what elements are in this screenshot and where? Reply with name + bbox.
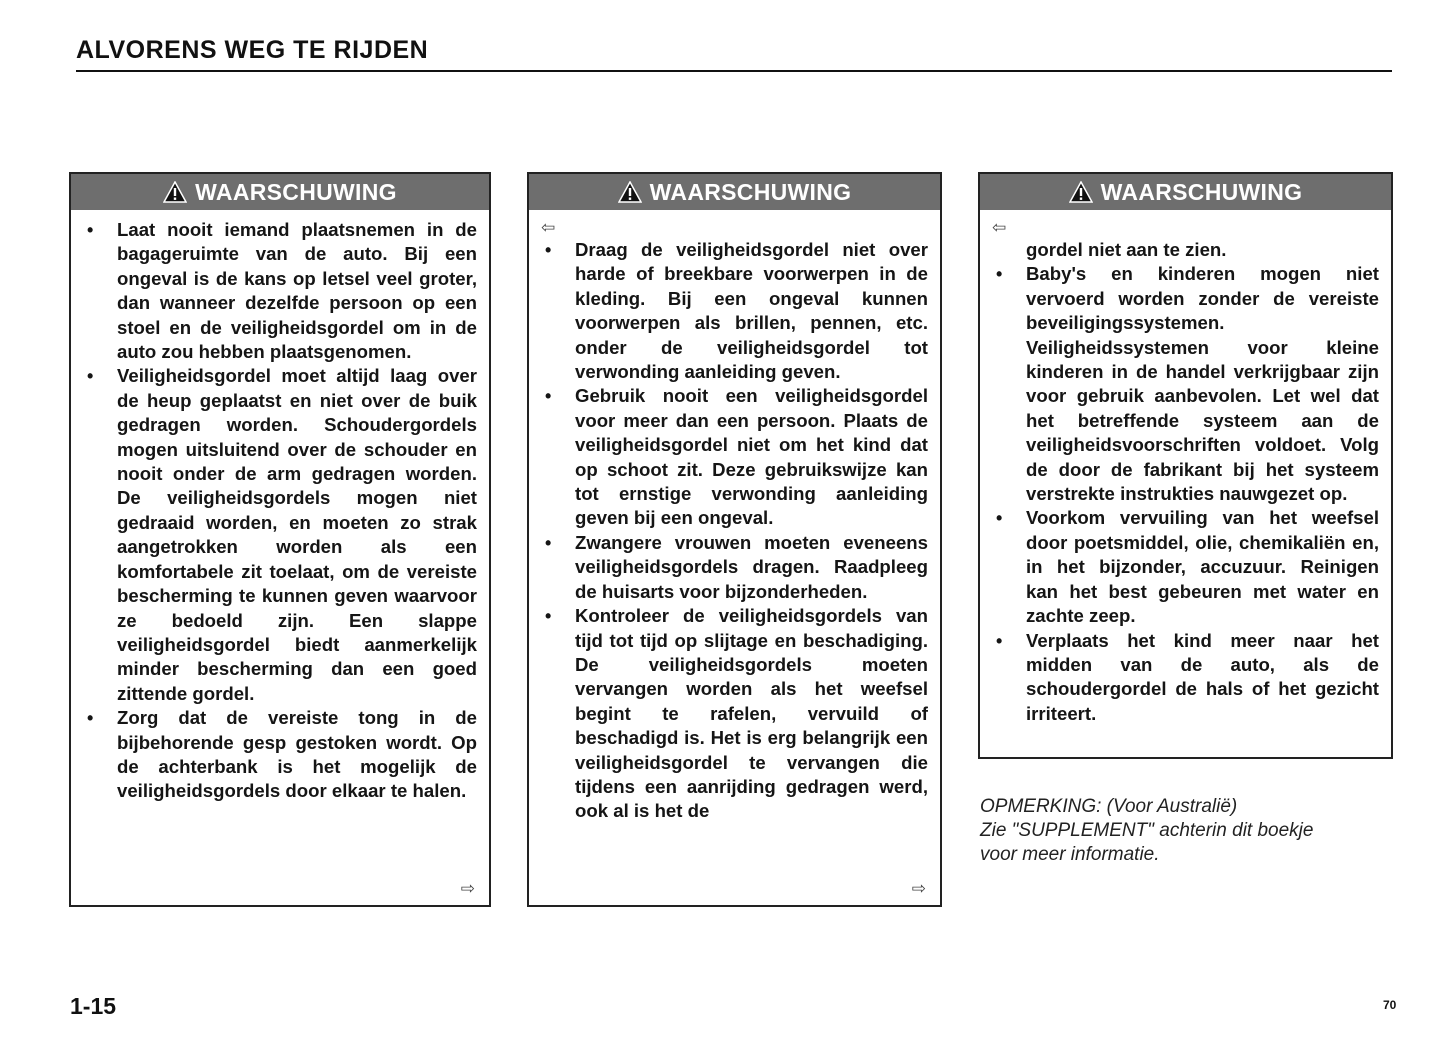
bullet-icon: • xyxy=(996,630,1003,651)
bullet-icon: • xyxy=(545,532,552,553)
bullet-icon: • xyxy=(996,508,1003,529)
list-item: • Verplaats het kind meer naar het midden van de auto, als de schoudergordel de hals of het gezicht irriteert. xyxy=(996,629,1379,724)
list-item: • Baby's en kinderen mogen niet vervoerd worden zonder de vereiste beveiligingssystemen. Veiligheidssystemen voor kleine kinderen in de handel verkrijgbaar zijn voor gebruik aanbevolen. Let wel dat het betreffende systeem aan de veiligheidsvoorschriften voldoet. Volg de door de fabrikant bij het systeem verstrekte instrukties nauwgezet op. xyxy=(996,263,1379,505)
page-number: 1-15 xyxy=(70,993,117,1019)
arrow-right-icon: ⇨ xyxy=(460,879,475,898)
list-item: • Laat nooit iemand plaatsnemen in de bagageruimte van de auto. Bij een ongeval is de kans op letsel veel groter, dan wanneer dezelfde persoon op een stoel en de veiligheidsgordel om in de auto zou hebben plaatsgenomen. xyxy=(87,219,477,363)
bullet-icon: • xyxy=(545,606,552,627)
bullet-icon: • xyxy=(87,220,94,240)
warning-box-1 xyxy=(69,172,491,907)
arrow-left-icon: ⇦ xyxy=(541,218,556,237)
warning-body xyxy=(529,210,940,824)
bullet-icon: • xyxy=(87,708,94,729)
list-item: • Voorkom vervuiling van het weefsel door poetsmiddel, olie, chemikaliën en, in het bijzonder, accuzuur. Reinigen kan het best gebeuren met water en zachte zeep. xyxy=(996,507,1379,627)
warning-triangle-icon xyxy=(163,181,187,203)
warning-header xyxy=(529,174,940,210)
warning-box-3 xyxy=(978,172,1393,759)
page-title: ALVORENS WEG TE RIJDEN xyxy=(76,36,429,64)
arrow-right-icon: ⇨ xyxy=(911,879,926,898)
warning-title: WAARSCHUWING xyxy=(649,178,852,205)
continuation-text: gordel niet aan te zien. xyxy=(1026,239,1227,260)
list-item: • Gebruik nooit een veiligheidsgordel voor meer dan een persoon. Plaats de veiligheidsgordel niet om het kind dat op schoot zit. Deze gebruikswijze kan tot ernstige verwonding aanleiding geven bij een ongeval. xyxy=(545,385,928,529)
note xyxy=(980,795,1396,867)
list-item: • Veiligheidsgordel moet altijd laag over de heup geplaatst en niet over de buik gedragen worden. Schoudergordels mogen uitsluitend over de schouder en nooit onder de arm gedragen worden. De veiligheidsgordels mogen niet gedraaid worden, en moeten zo strak aangetrokken worden als een komfortabele zit toelaat, om de vereiste bescherming te kunnen geven waarvoor ze bedoeld zijn. Een slappe veiligheidsgordel biedt aanmerkelijk minder bescherming dan een goed zittende gordel. xyxy=(87,365,477,704)
bullet-icon: • xyxy=(996,264,1003,285)
warning-triangle-icon xyxy=(618,181,642,203)
bullet-icon: • xyxy=(87,366,94,387)
warning-title: WAARSCHUWING xyxy=(1100,178,1303,205)
list-item: • Zwangere vrouwen moeten eveneens veiligheidsgordels dragen. Raadpleeg de huisarts voor bijzonderheden. xyxy=(545,531,928,602)
page-code: 70 xyxy=(1383,998,1397,1012)
note-line: Zie "SUPPLEMENT" achterin dit boekje xyxy=(980,820,1314,841)
warning-triangle-icon xyxy=(1069,181,1093,203)
list-item: • Draag de veiligheidsgordel niet over harde of breekbare voorwerpen in de kleding. Bij een ongeval kunnen voorwerpen als brillen, pennen, etc. onder de veiligheidsgordel tot verwonding aanleiding geven. xyxy=(545,239,928,383)
warning-header xyxy=(980,174,1391,210)
warning-body xyxy=(980,210,1391,726)
warning-header xyxy=(71,174,489,210)
warning-title: WAARSCHUWING xyxy=(195,178,397,205)
warning-body xyxy=(71,210,489,804)
arrow-left-icon: ⇦ xyxy=(992,218,1007,237)
bullet-icon: • xyxy=(545,386,552,407)
note-line: voor meer informatie. xyxy=(980,844,1160,865)
bullet-icon: • xyxy=(545,240,552,260)
note-label: OPMERKING: (Voor Australië) xyxy=(980,796,1238,817)
list-item: • Kontroleer de veiligheidsgordels van tijd tot tijd op slijtage en beschadiging. De veiligheidsgordels moeten vervangen worden als het weefsel begint te rafelen, vervuild of beschadigd is. Het is erg belangrijk een veiligheidsgordel te vervangen die tijdens een aanrijding gedragen werd, ook al is het de xyxy=(545,605,928,822)
list-item: • Zorg dat de vereiste tong in de bijbehorende gesp gestoken wordt. Op de achterbank is het mogelijk de veiligheidsgordels door elkaar te halen. xyxy=(87,707,477,802)
warning-box-2 xyxy=(527,172,942,907)
header-rule xyxy=(76,70,1392,72)
